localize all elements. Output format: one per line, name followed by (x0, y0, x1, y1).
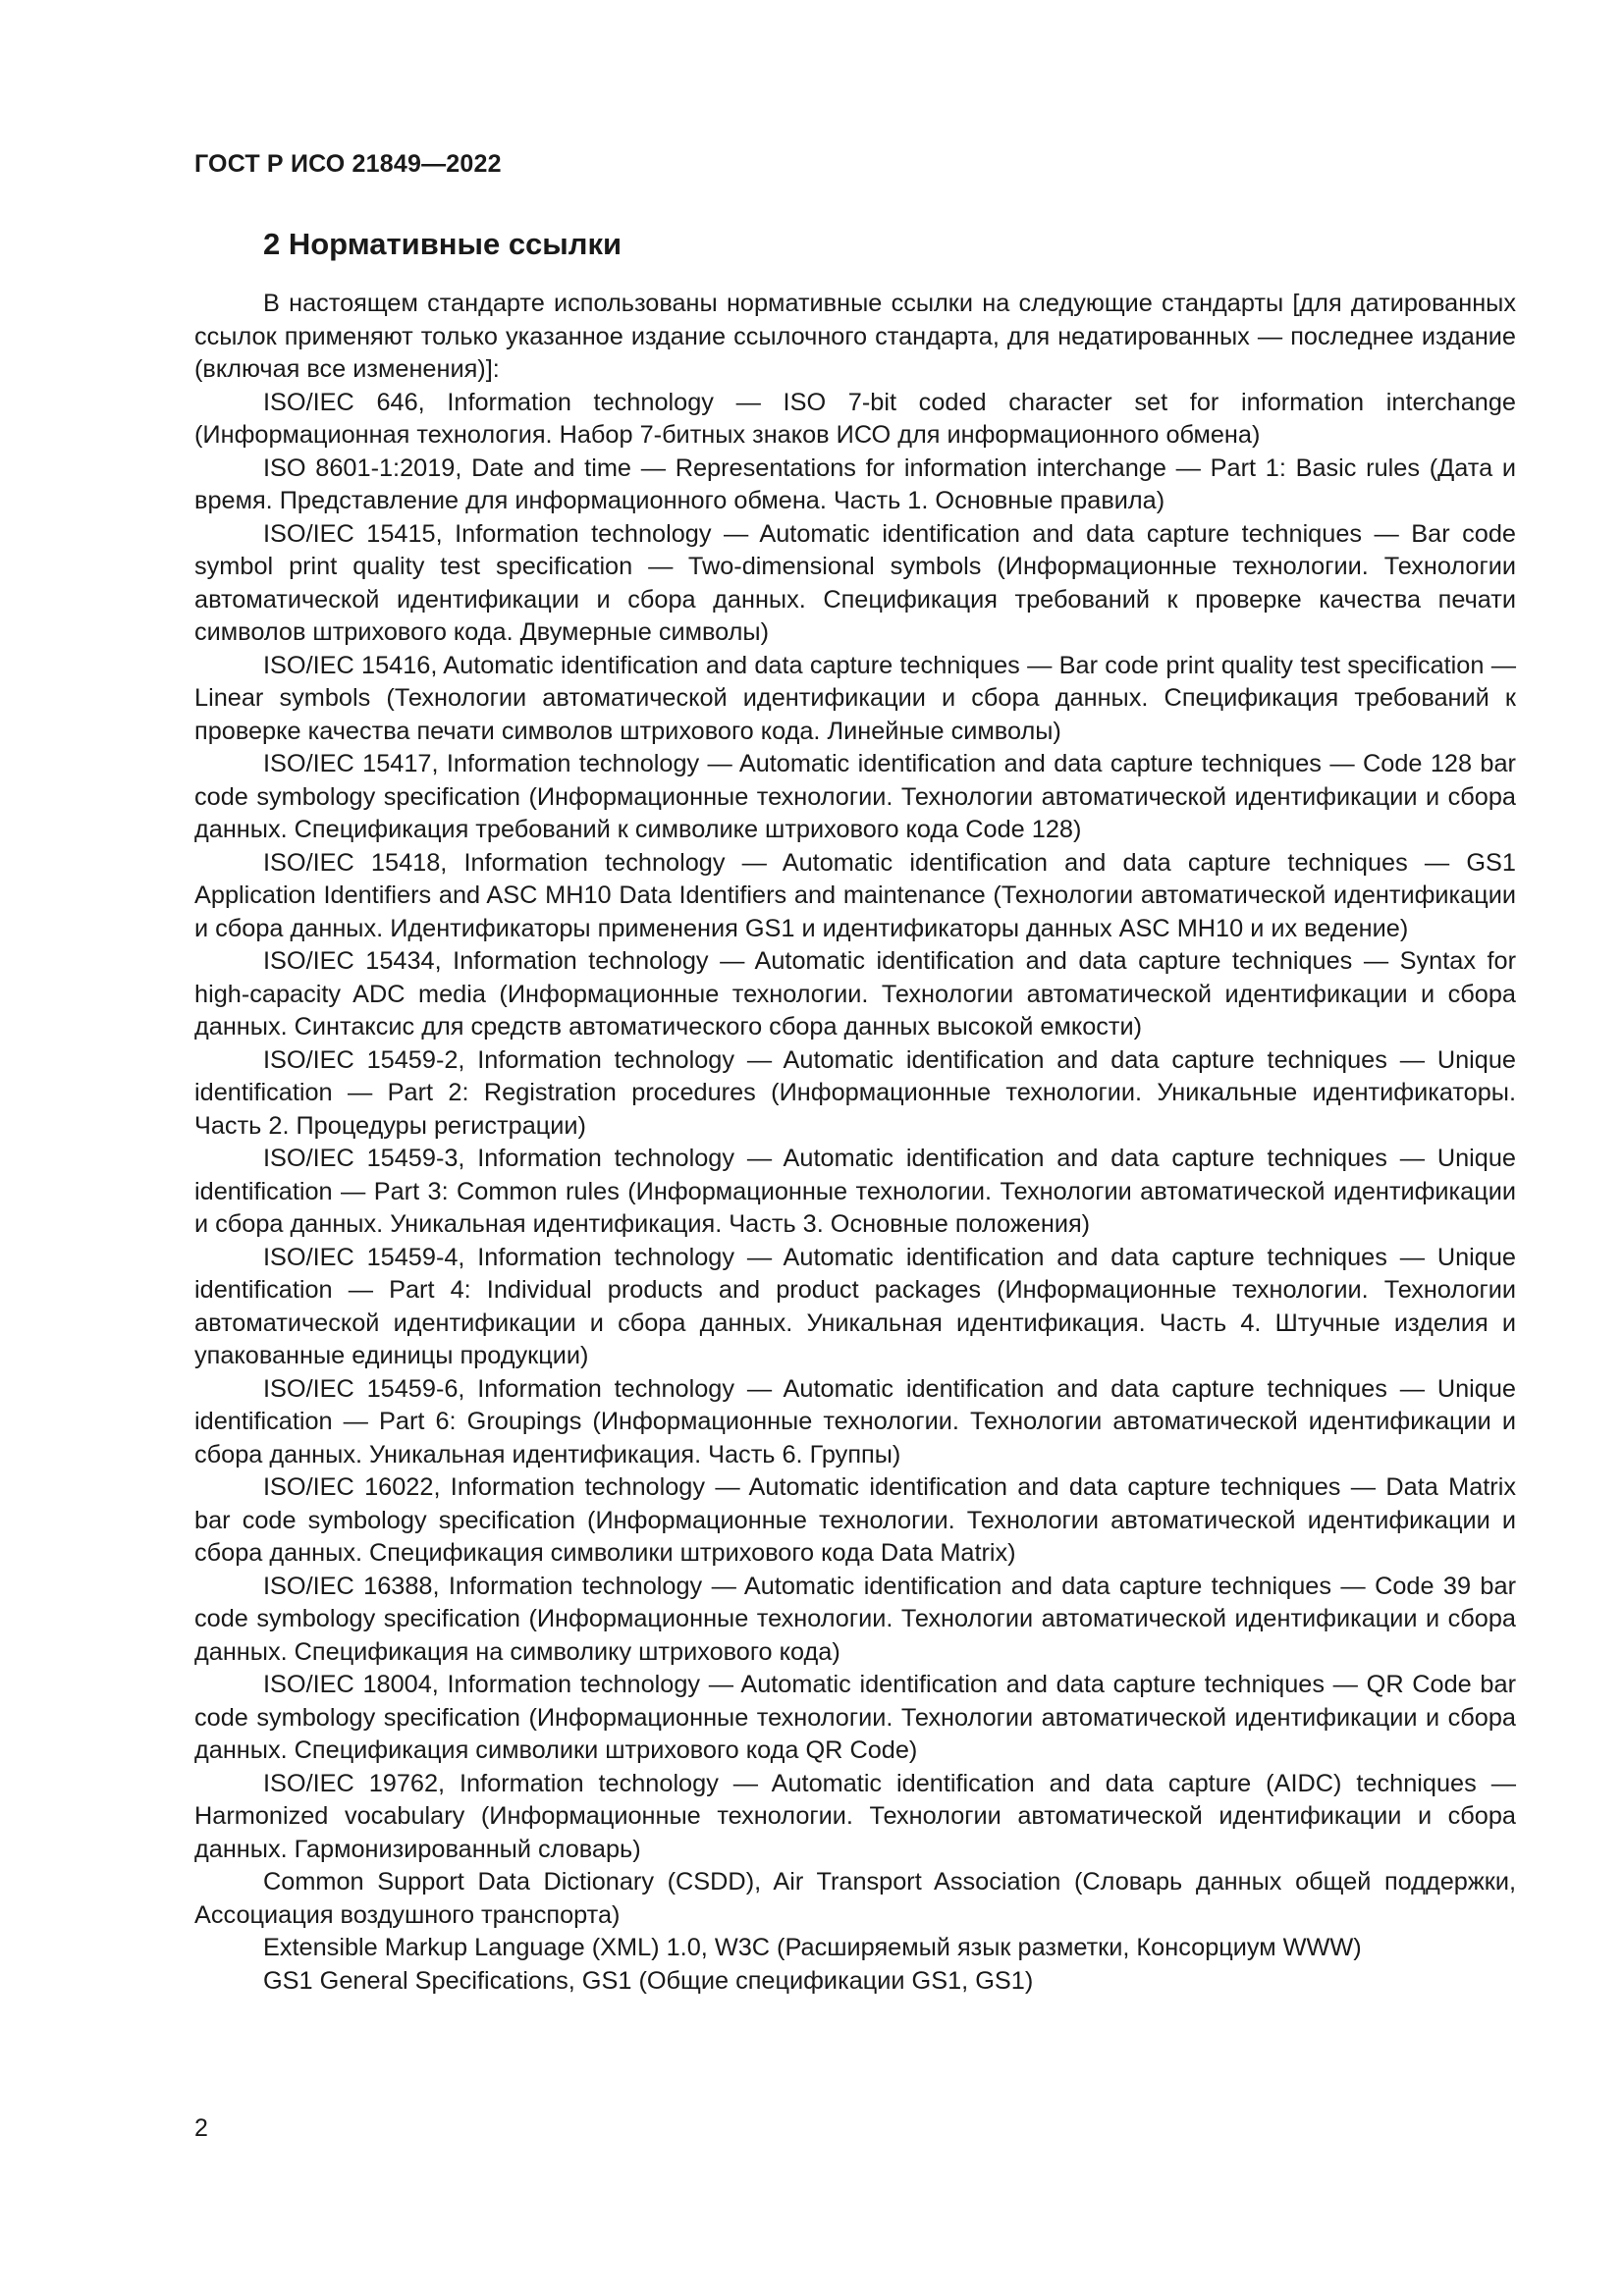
reference-item: GS1 General Specifications, GS1 (Общие спецификации GS1, GS1) (263, 1966, 1034, 1995)
reference-item: ISO/IEC 15459-3, Information technology — Automatic identification and data capture techniques — Unique identification — Part 3: Common rules (Информационные технологии. Технологии автоматической идентификации и сбора данных. Уникальная идентификация. Часть 3. Основные положения) (194, 1145, 1516, 1238)
reference-item: ISO 8601-1:2019, Date and time — Representations for information interchange — Part 1: Basic rules (Дата и время. Представление для информационного обмена. Часть 1. Основные правила) (194, 454, 1516, 514)
reference-item: ISO/IEC 18004, Information technology — Automatic identification and data capture techniques — QR Code bar code symbology specification (Информационные технологии. Технологии автоматической идентификации и сбора данных. Спецификация символики штрихового кода QR Code) (194, 1671, 1516, 1764)
reference-item: Extensible Markup Language (XML) 1.0, W3C (Расширяемый язык разметки, Консорциум WWW) (263, 1934, 1362, 1961)
section-body (194, 288, 1516, 1998)
reference-item: ISO/IEC 15459-2, Information technology — Automatic identification and data capture techniques — Unique identification — Part 2: Registration procedures (Информационные технологии. Уникальные идентификаторы. Часть 2. Процедуры регистрации) (194, 1045, 1516, 1140)
reference-item: ISO/IEC 15459-4, Information technology — Automatic identification and data capture techniques — Unique identification — Part 4: Individual products and product packages (Информационные технологии. Технологии автоматической идентификации и сбора данных. Уникальная идентификация. Часть 4. Штучные изделия и упакованные единицы продукции) (194, 1243, 1516, 1369)
reference-item: ISO/IEC 646, Information technology — ISO 7-bit coded character set for information interchange (Информационная технология. Набор 7-битных знаков ИСО для информационного обмена) (194, 388, 1516, 449)
intro-paragraph: В настоящем стандарте использованы нормативные ссылки на следующие стандарты [для датированных ссылок применяют только указанное издание ссылочного стандарта, для недатированных — последнее издание (включая все изменения)]: (194, 290, 1516, 383)
reference-item: ISO/IEC 15434, Information technology — Automatic identification and data capture techniques — Syntax for high-capacity ADC media (Информационные технологии. Технологии автоматической идентификации и сбора данных. Синтаксис для средств автоматического сбора данных высокой емкости) (194, 947, 1516, 1041)
reference-item: ISO/IEC 15416, Automatic identification and data capture techniques — Bar code print quality test specification — Linear symbols (Технологии автоматической идентификации и сбора данных. Спецификация требований к проверке качества печати символов штрихового кода. Линейные символы) (194, 651, 1516, 745)
reference-item: ISO/IEC 15415, Information technology — Automatic identification and data capture techniques — Bar code symbol print quality test specification — Two-dimensional symbols (Информационные технологии. Технологии автоматической идентификации и сбора данных. Спецификация требований к проверке качества печати символов штрихового кода. Двумерные символы) (194, 519, 1516, 646)
reference-item: ISO/IEC 16022, Information technology — Automatic identification and data capture techniques — Data Matrix bar code symbology specification (Информационные технологии. Технологии автоматической идентификации и сбора данных. Спецификация символики штрихового кода Data Matrix) (194, 1473, 1516, 1567)
reference-item: ISO/IEC 15459-6, Information technology — Automatic identification and data capture techniques — Unique identification — Part 6: Groupings (Информационные технологии. Технологии автоматической идентификации и сбора данных. Уникальная идентификация. Часть 6. Группы) (194, 1374, 1516, 1468)
section-title: 2 Нормативные ссылки (263, 227, 623, 261)
document-header: ГОСТ Р ИСО 21849—2022 (194, 150, 502, 178)
reference-item: ISO/IEC 19762, Information technology — Automatic identification and data capture (AIDC) techniques — Harmonized vocabulary (Информационные технологии. Технологии автоматической идентификации и сбора данных. Гармонизированный словарь) (194, 1769, 1516, 1863)
reference-item: Common Support Data Dictionary (CSDD), Air Transport Association (Словарь данных общей поддержки, Ассоциация воздушного транспорта) (194, 1868, 1516, 1929)
reference-item: ISO/IEC 15418, Information technology — Automatic identification and data capture techniques — GS1 Application Identifiers and ASC MH10 Data Identifiers and maintenance (Технологии автоматической идентификации и сбора данных. Идентификаторы применения GS1 и идентификаторы данных ASC MH10 и их ведение) (194, 848, 1516, 942)
page-number: 2 (194, 2114, 208, 2142)
reference-item: ISO/IEC 16388, Information technology — Automatic identification and data capture techniques — Code 39 bar code symbology specification (Информационные технологии. Технологии автоматической идентификации и сбора данных. Спецификация на символику штрихового кода) (194, 1572, 1516, 1666)
reference-item: ISO/IEC 15417, Information technology — Automatic identification and data capture techniques — Code 128 bar code symbology specification (Информационные технологии. Технологии автоматической идентификации и сбора данных. Спецификация требований к символике штрихового кода Code 128) (194, 750, 1516, 843)
